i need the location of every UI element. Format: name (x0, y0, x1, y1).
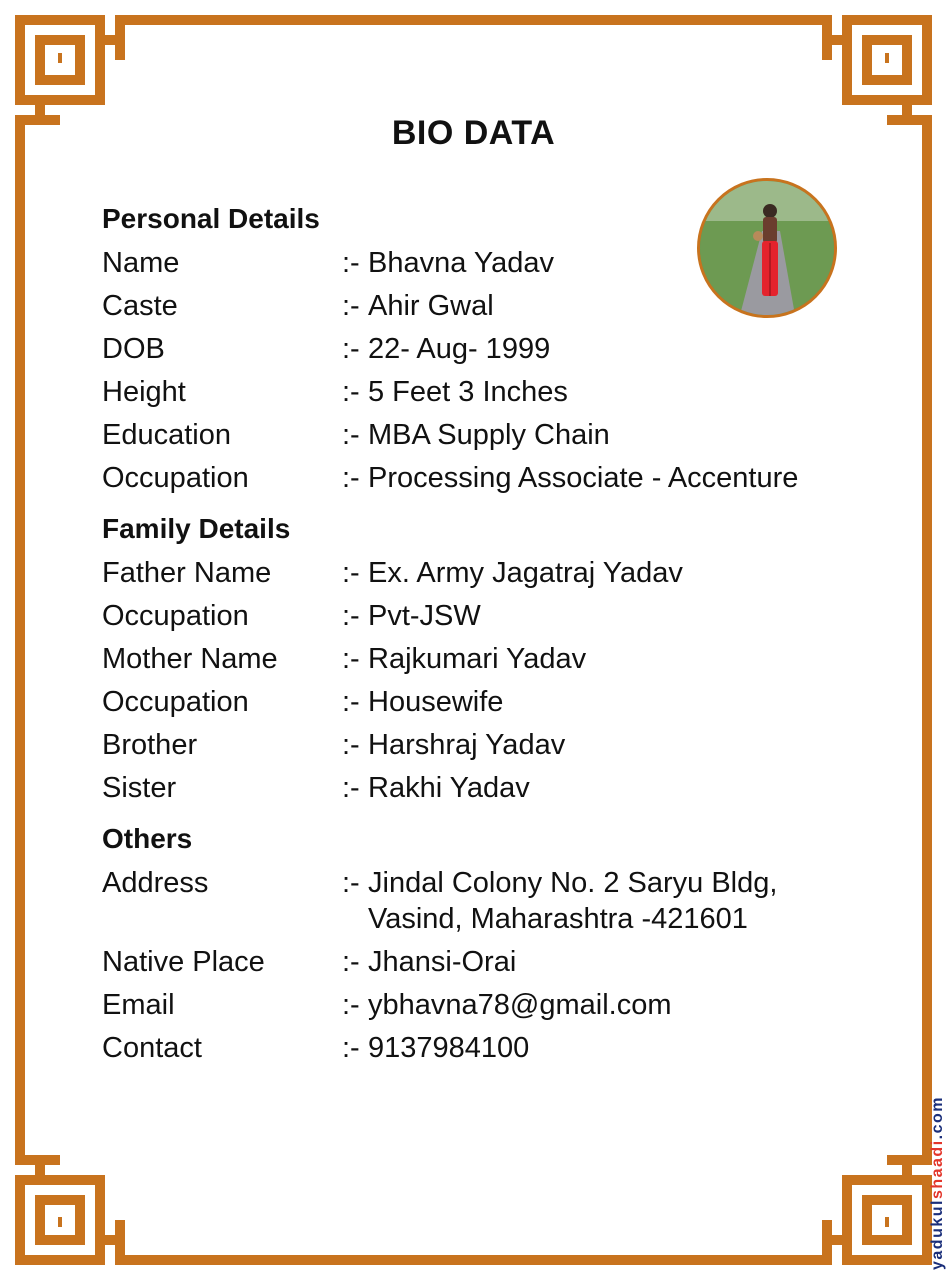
field-separator: :- (342, 1032, 360, 1064)
section-heading-others: Others (102, 823, 193, 854)
watermark-part-1: yadukul (929, 1199, 946, 1270)
field-separator: :- (342, 867, 360, 899)
field-value: Bhavna Yadav (368, 247, 554, 279)
field-label: Sister (102, 772, 177, 804)
field-label: Name (102, 247, 180, 279)
section-heading-family: Family Details (102, 513, 291, 544)
field-value: 9137984100 (368, 1032, 530, 1064)
field-separator: :- (342, 643, 360, 675)
field-label: Height (102, 376, 186, 408)
field-separator: :- (342, 686, 360, 718)
field-separator: :- (342, 772, 360, 804)
field-value: Rakhi Yadav (368, 772, 530, 804)
field-label: Occupation (102, 600, 249, 632)
watermark (923, 1094, 946, 1270)
page-title: BIO DATA (391, 114, 556, 152)
field-separator: :- (342, 290, 360, 322)
field-separator: :- (342, 557, 360, 589)
field-label: DOB (102, 333, 165, 365)
field-separator: :- (342, 247, 360, 279)
field-separator: :- (342, 989, 360, 1021)
field-value: Processing Associate - Accenture (368, 462, 799, 494)
field-label: Education (102, 419, 231, 451)
field-value: Ex. Army Jagatraj Yadav (368, 557, 683, 589)
field-label: Father Name (102, 557, 272, 589)
field-value: Rajkumari Yadav (368, 643, 587, 675)
field-value: Ahir Gwal (368, 290, 494, 322)
field-value: Pvt-JSW (368, 600, 481, 632)
field-separator: :- (342, 729, 360, 761)
field-label: Caste (102, 290, 178, 322)
field-separator: :- (342, 600, 360, 632)
field-value: Harshraj Yadav (368, 729, 566, 761)
field-label: Email (102, 989, 175, 1021)
watermark-text (929, 1096, 947, 1270)
field-separator: :- (342, 946, 360, 978)
field-label: Brother (102, 729, 198, 761)
field-separator: :- (342, 419, 360, 451)
field-value: Housewife (368, 686, 504, 718)
field-label: Address (102, 867, 209, 899)
field-label: Mother Name (102, 643, 278, 675)
field-label: Contact (102, 1032, 202, 1064)
field-label: Occupation (102, 462, 249, 494)
watermark-part-2: shaadi (929, 1139, 946, 1200)
section-heading-personal: Personal Details (102, 203, 320, 234)
field-value: MBA Supply Chain (368, 419, 610, 451)
profile-photo-icon (700, 181, 834, 315)
profile-photo (697, 178, 837, 318)
field-value: 5 Feet 3 Inches (368, 376, 568, 408)
field-value: Vasind, Maharashtra -421601 (368, 903, 748, 935)
field-value: Jhansi-Orai (368, 946, 517, 978)
field-label: Occupation (102, 686, 249, 718)
field-separator: :- (342, 462, 360, 494)
field-value: 22- Aug- 1999 (368, 333, 551, 365)
field-separator: :- (342, 333, 360, 365)
field-value: Jindal Colony No. 2 Saryu Bldg, (368, 867, 778, 899)
watermark-part-3: .com (929, 1096, 946, 1140)
field-label: Native Place (102, 946, 265, 978)
field-separator: :- (342, 376, 360, 408)
field-value: ybhavna78@gmail.com (368, 989, 672, 1021)
